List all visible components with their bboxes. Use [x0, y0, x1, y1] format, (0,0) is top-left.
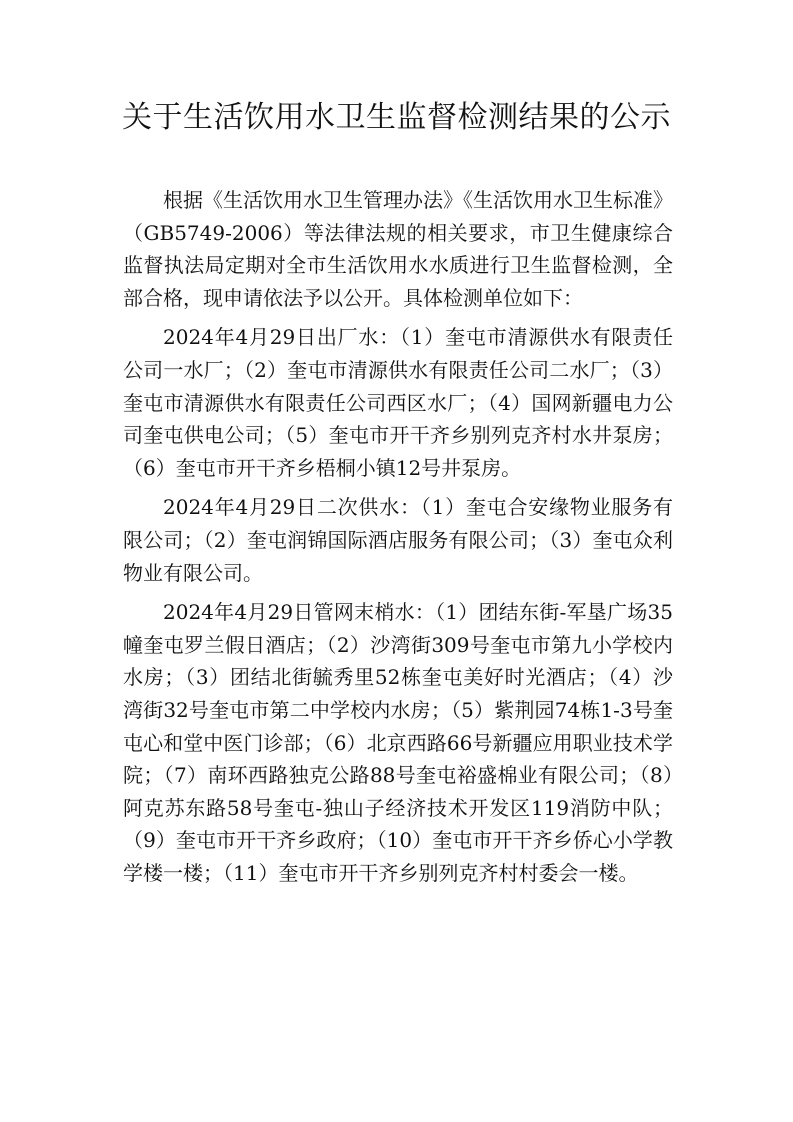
paragraph-network-terminal-water: 2024年4月29日管网末梢水：（1）团结东街-军垦广场35幢奎屯罗兰假日酒店；（2）沙湾街309号奎屯市第九小学校内水房；（3）团结北街毓秀里52栋奎屯美好时光酒店；（4）沙湾街32号奎屯市第二中学校内水房；（5）紫荆园74栋1-3号奎屯心和堂中医门诊部；（6）北京西路66号新疆应用职业技术学院；（7）南环西路独克公路88号奎屯裕盛棉业有限公司；（8）阿克苏东路58号奎屯-独山子经济技术开发区119消防中队；（9）奎屯市开干齐乡政府；（10）奎屯市开干齐乡侨心小学教学楼一楼；（11）奎屯市开干齐乡别列克齐村村委会一楼。: [123, 600, 673, 885]
document-body: [123, 184, 673, 896]
paragraph-factory-water: 2024年4月29日出厂水：（1）奎屯市清源供水有限责任公司一水厂；（2）奎屯市清源供水有限责任公司二水厂；（3）奎屯市清源供水有限责任公司西区水厂；（4）国网新疆电力公司奎屯供电公司；（5）奎屯市开干齐乡别列克齐村水井泵房；（6）奎屯市开干齐乡梧桐小镇12号井泵房。: [123, 325, 673, 480]
paragraph-intro: 根据《生活饮用水卫生管理办法》《生活饮用水卫生标准》（GB5749-2006）等法律法规的相关要求，市卫生健康综合监督执法局定期对全市生活饮用水水质进行卫生监督检测，全部合格，现申请依法予以公开。具体检测单位如下：: [123, 188, 673, 310]
paragraph-secondary-supply: 2024年4月29日二次供水：（1）奎屯合安缘物业服务有限公司；（2）奎屯润锦国际酒店服务有限公司；（3）奎屯众利物业有限公司。: [123, 495, 673, 585]
document-title: 关于生活饮用水卫生监督检测结果的公示: [122, 100, 671, 135]
